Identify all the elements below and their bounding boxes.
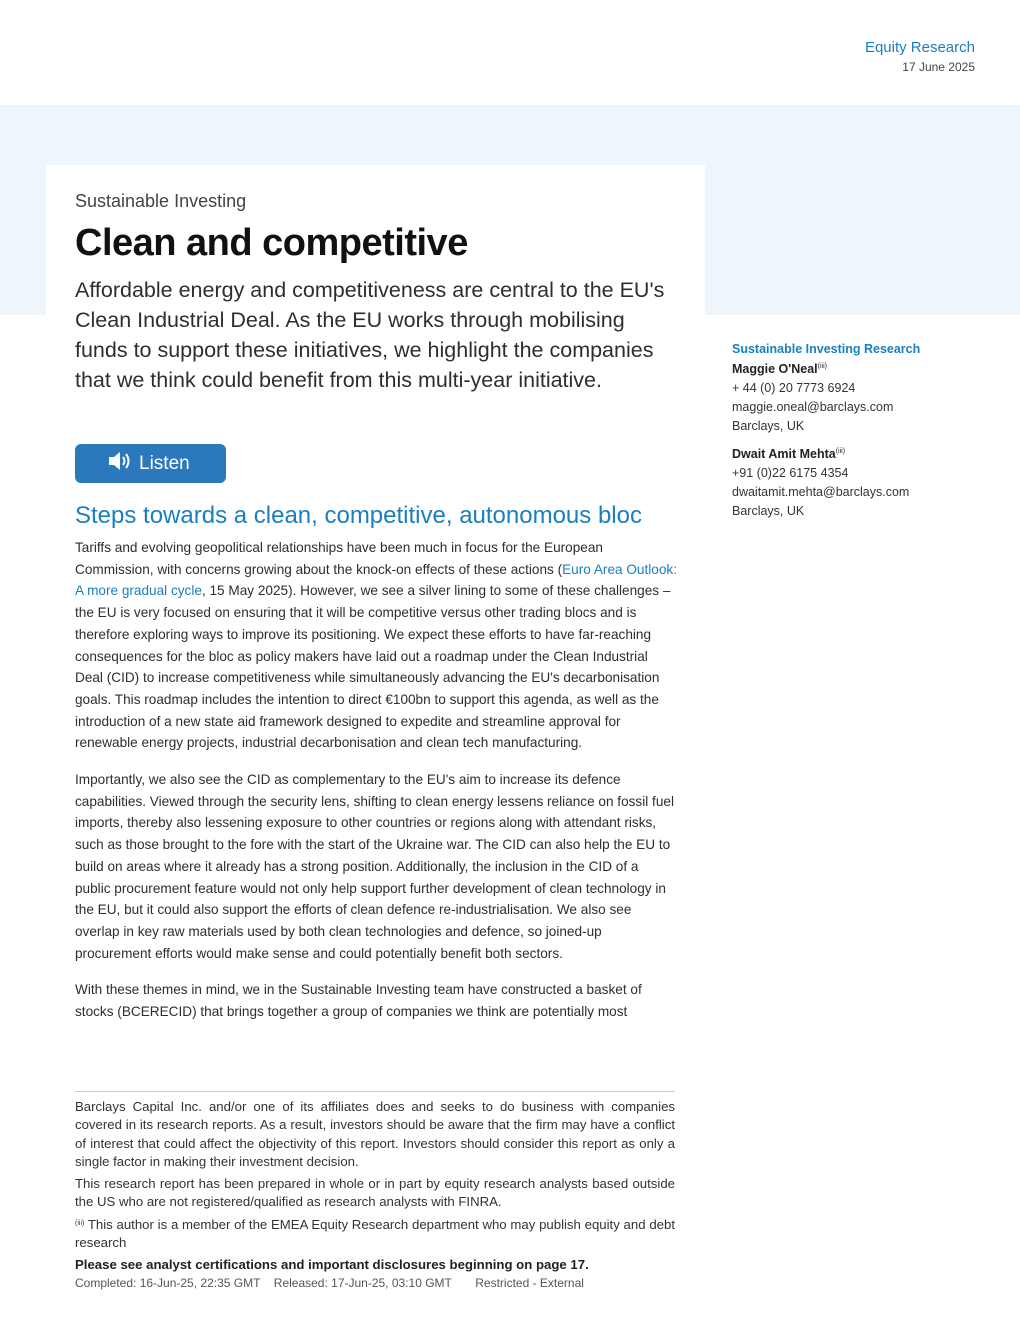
speaker-icon [107,450,139,478]
report-meta [75,1275,675,1291]
section-heading: Steps towards a clean, competitive, autonomous bloc [75,502,642,529]
analyst-email[interactable]: maggie.oneal@barclays.com [732,400,894,414]
department-label: Equity Research [864,39,975,56]
article-body [75,537,677,1038]
disclosure-conflict: Barclays Capital Inc. and/or one of its affiliates does and seeks to do business with companies covered in its research reports. As a result, investors should be aware that the firm may have a conflict of interest that could affect the objectivity of this report. Investors should consider this report as only a single factor in making their investment decision. [75,1099,675,1169]
team-name: Sustainable Investing Research [732,342,921,356]
page-title: Clean and competitive [75,222,468,264]
paragraph-2: Importantly, we also see the CID as complementary to the EU's aim to increase its defence capabilities. Viewed through the security lens, shifting to clean energy lessens reliance on fossil fuel imports, thereby also lessening exposure to other countries or regions along with attendant risks, such as those brought to the fore with the start of the Ukraine war. The CID can also help the EU to build on areas where it already has a strong position. Additionally, the inclusion in the CID of a public procurement feature would not only help support further development of clean technology in the EU, but it could also support the efforts of clean defence re-industrialisation. We also see overlap in key raw materials used by both clean technologies and defence, so joined-up procurement efforts would make sense and could potentially benefit both sectors. [75,772,674,961]
disclosure-finra: This research report has been prepared in whole or in part by equity research analysts based outside the US who are not registered/qualified as research analysts with FINRA. [75,1176,675,1210]
series-kicker: Sustainable Investing [75,191,247,211]
paragraph-1: Tariffs and evolving geopolitical relationships have been much in focus for the European Commission, with concerns growing about the knock-on effects of these actions (Euro Area Outlook: A more gradual cycle, 15 May 2025). However, we see a silver lining to some of these challenges – the EU is very focused on ensuring that it will be competitive versus other trading blocs and is therefore exploring ways to improve its positioning. We expect these efforts to have far-reaching consequences for the bloc as policy makers have laid out a roadmap under the Clean Industrial Deal (CID) to increase competitiveness while simultaneously advancing the EU's decarbonisation goals. This roadmap includes the intention to direct €100bn to support this agenda, as well as the introduction of a new state aid framework designed to expedite and streamline approval for renewable energy projects, industrial decarbonisation and clean tech manufacturing. [75,540,677,751]
analyst-phone: +91 (0)22 6175 4354 [732,466,849,480]
analyst-name: Dwait Amit Mehta$^{(iii)}$ [732,447,846,461]
paragraph-3: With these themes in mind, we in the Sustainable Investing team have constructed a basket of stocks (BCERECID) that brings together a group of companies we think are potentially most [75,982,642,1020]
completed-timestamp: Completed: 16-Jun-25, 22:35 GMT [75,1275,261,1290]
analyst-location: Barclays, UK [732,419,805,433]
report-header [865,38,975,76]
report-date: 17 June 2025 [902,60,975,74]
certification-notice: Please see analyst certifications and important disclosures beginning on page 17. [75,1257,589,1273]
analyst-card [732,360,982,436]
analyst-sidebar [732,340,982,521]
analyst-card [732,445,982,521]
analyst-email[interactable]: dwaitamit.mehta@barclays.com [732,485,910,499]
summary-lede: Affordable energy and competitiveness are central to the EU's Clean Industrial Deal. As the EU works through mobilising funds to support these initiatives, we highlight the companies that we think could benefit from this multi-year initiative. [75,278,665,392]
disclosures [75,1091,675,1291]
listen-label: Listen [139,452,190,474]
analyst-phone: + 44 (0) 20 7773 6924 [732,381,856,395]
analyst-name: Maggie O'Neal$^{(iii)}$ [732,362,827,376]
listen-button[interactable] [75,444,226,483]
released-timestamp: Released: 17-Jun-25, 03:10 GMT [273,1275,452,1290]
disclosure-author-note: $^{(iii)}$ This author is a member of the EMEA Equity Research department who may publish equity and debt research [75,1216,675,1251]
analyst-location: Barclays, UK [732,504,805,518]
restriction-label: Restricted - External [475,1275,584,1290]
euro-area-outlook-link[interactable]: Euro Area Outlook: A more gradual cycle [75,561,677,599]
hero-card [46,165,705,395]
